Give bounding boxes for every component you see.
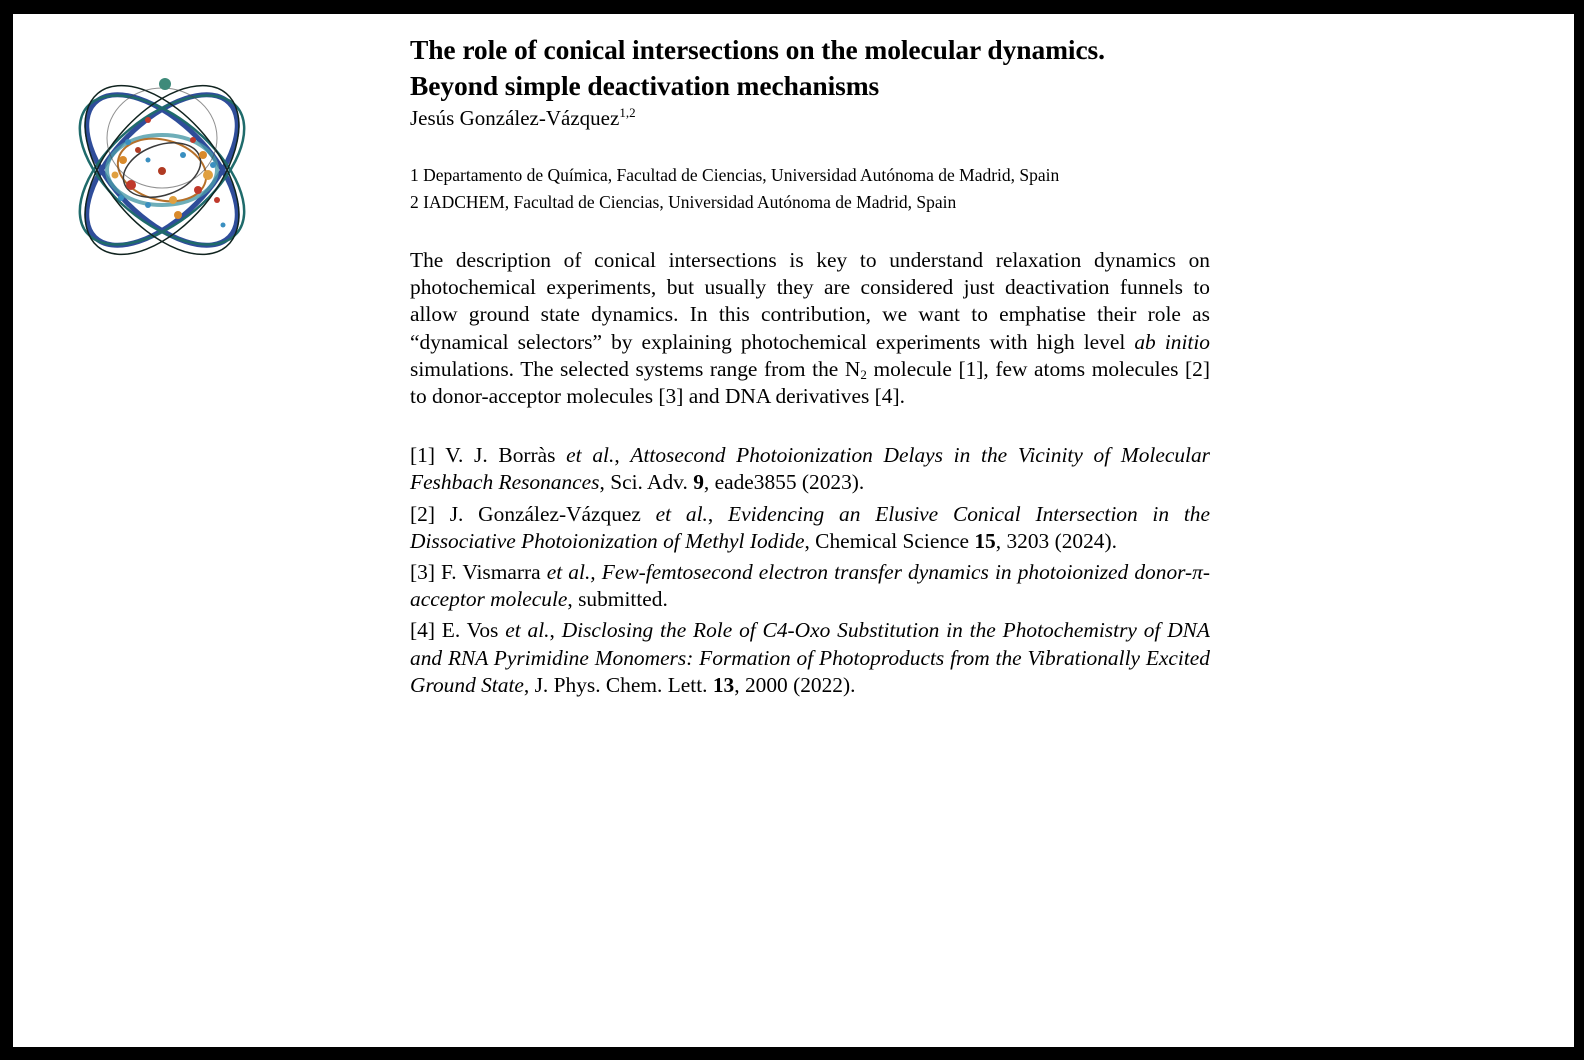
reference-label: [1] V. J. Borràs bbox=[410, 443, 567, 468]
reference-label: [3] F. Vismarra bbox=[410, 560, 547, 585]
reference-label: [4] E. Vos bbox=[410, 618, 506, 643]
atom-logo-icon bbox=[53, 60, 271, 272]
author-affiliation-marks: 1,2 bbox=[619, 105, 636, 120]
reference-etal: et al., bbox=[546, 560, 596, 585]
reference-etal: et al. bbox=[566, 443, 615, 468]
abstract-text-1: The description of conical intersections is key to understand relaxation dynamics on photochemical experiments, but usually they are considered just deactivation funnels to allow ground state dynamics. In this contribution, we want to emphatise their role as “dynamical selectors” by explaining photochemical experiments with high level bbox=[410, 248, 1210, 354]
author-name: Jesús González-Vázquez bbox=[410, 106, 620, 130]
reference-volume: 15 bbox=[974, 528, 996, 553]
paper-title bbox=[410, 32, 1210, 104]
reference-item bbox=[410, 501, 1210, 555]
reference-title: Attosecond Photoionization Delays in the Vicinity of Molecular Feshbach Resonances bbox=[410, 443, 1210, 495]
affiliations bbox=[410, 162, 1210, 216]
abstract-italic-ab-initio: ab initio bbox=[1134, 329, 1210, 354]
abstract-paragraph bbox=[410, 247, 1210, 410]
reference-volume: 9 bbox=[693, 470, 704, 495]
reference-title: Disclosing the Role of C4-Oxo Substitution in the Photochemistry of DNA and RNA Pyrimidine Monomers: Formation of Photoproducts from the Vibrationally Excited Ground State bbox=[410, 618, 1210, 697]
reference-journal: , submitted. bbox=[567, 587, 668, 612]
reference-rest: , 2000 (2022). bbox=[734, 672, 856, 697]
reference-separator: , bbox=[614, 443, 631, 468]
affiliation-2: 2 IADCHEM, Facultad de Ciencias, Universidad Autónoma de Madrid, Spain bbox=[410, 192, 957, 212]
reference-etal: et al. bbox=[655, 501, 708, 526]
reference-separator: , bbox=[549, 618, 562, 643]
title-line-2: Beyond simple deactivation mechanisms bbox=[410, 70, 880, 101]
reference-journal: , Chemical Science bbox=[804, 528, 975, 553]
reference-etal: et al. bbox=[505, 618, 550, 643]
reference-separator: , bbox=[707, 501, 729, 526]
affiliation-1: 1 Departamento de Química, Facultad de Ciencias, Universidad Autónoma de Madrid, Spain bbox=[410, 165, 1060, 185]
reference-item bbox=[410, 442, 1210, 496]
abstract-text-2: simulations. The selected systems range from the N bbox=[410, 356, 861, 381]
author-line bbox=[410, 104, 1210, 132]
reference-title: Evidencing an Elusive Conical Intersection in the Dissociative Photoionization of Methyl Iodide bbox=[410, 501, 1210, 553]
references-list bbox=[410, 442, 1210, 699]
title-line-1: The role of conical intersections on the molecular dynamics. bbox=[410, 34, 1105, 65]
reference-journal: , J. Phys. Chem. Lett. bbox=[523, 672, 713, 697]
reference-rest: , 3203 (2024). bbox=[995, 528, 1117, 553]
reference-title: Few-femtosecond electron transfer dynamics in photoionized donor-π-acceptor molecule bbox=[410, 560, 1210, 612]
reference-journal: , Sci. Adv. bbox=[599, 470, 694, 495]
reference-item bbox=[410, 617, 1210, 699]
document-body bbox=[410, 32, 1210, 703]
abstract-text-3: molecule [1], few atoms molecules [2] to donor-acceptor molecules [3] and DNA derivatives [4]. bbox=[410, 356, 1210, 409]
reference-volume: 13 bbox=[712, 672, 735, 697]
reference-item bbox=[410, 559, 1210, 613]
document-page bbox=[13, 14, 1574, 1047]
abstract-subscript: 2 bbox=[860, 366, 867, 382]
reference-label: [2] J. González-Vázquez bbox=[410, 501, 656, 526]
reference-rest: , eade3855 (2023). bbox=[703, 470, 865, 495]
